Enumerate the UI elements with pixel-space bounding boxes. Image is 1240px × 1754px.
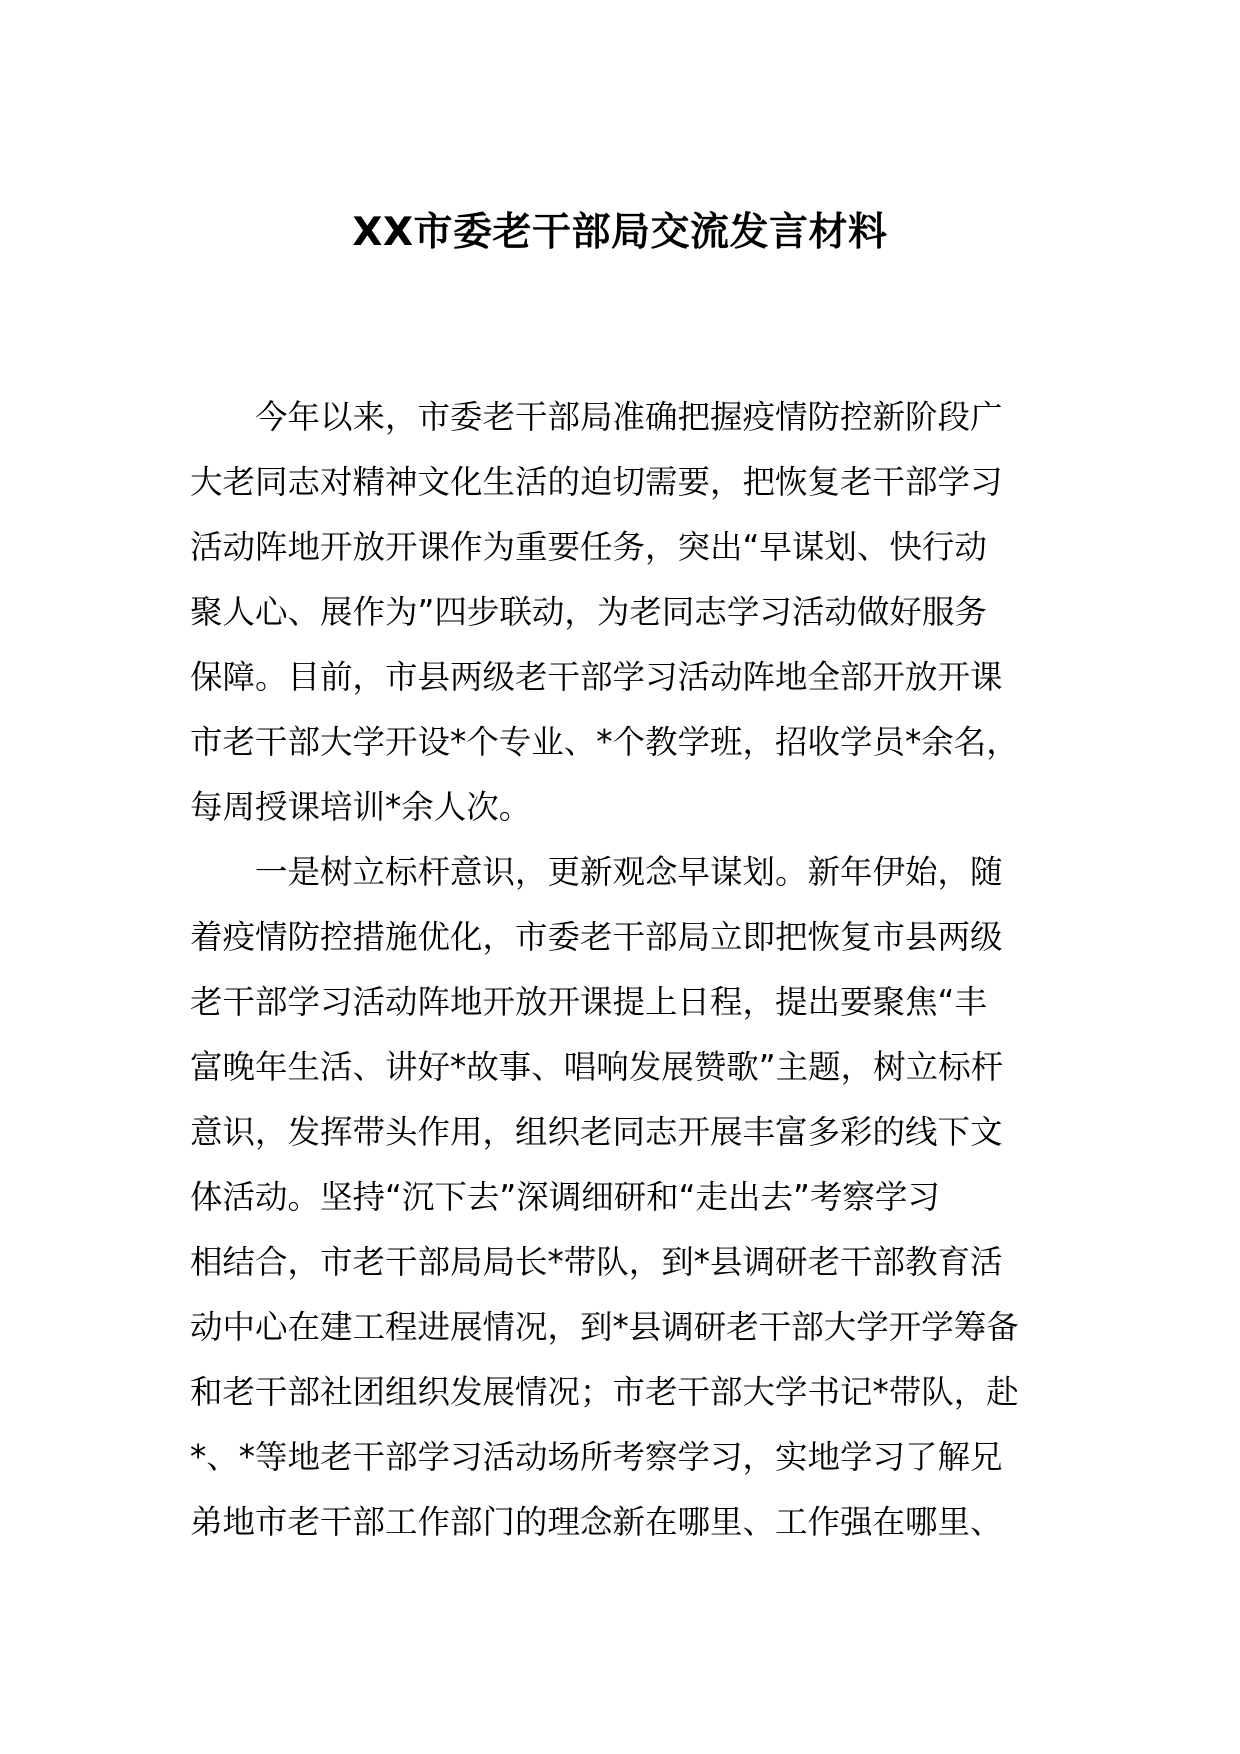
document-title: XX市委老干部局交流发言材料 xyxy=(352,210,888,255)
document-body xyxy=(190,385,1060,1555)
text-line: 今年以来，市委老干部局准确把握疫情防控新阶段广 xyxy=(190,398,1003,436)
paragraph-2 xyxy=(190,840,1060,1555)
text-line: 意识，发挥带头作用，组织老同志开展丰富多彩的线下文 xyxy=(190,1113,1003,1151)
text-line: 活动阵地开放开课作为重要任务，突出“早谋划、快行动 xyxy=(190,528,987,566)
text-line: 一是树立标杆意识，更新观念早谋划。新年伊始，随 xyxy=(190,853,1003,891)
text-line: 体活动。坚持“沉下去”深调细研和“走出去”考察学习 xyxy=(190,1178,940,1216)
text-line: 市老干部大学开设*个专业、*个教学班，招收学员*余名， xyxy=(190,723,1019,761)
text-line: *、*等地老干部学习活动场所考察学习，实地学习了解兄 xyxy=(190,1438,1003,1476)
text-line: 老干部学习活动阵地开放开课提上日程，提出要聚焦“丰 xyxy=(190,983,987,1021)
text-line: 着疫情防控措施优化，市委老干部局立即把恢复市县两级 xyxy=(190,918,1003,956)
text-line: 富晚年生活、讲好*故事、唱响发展赞歌”主题，树立标杆 xyxy=(190,1048,1004,1086)
text-line: 相结合，市老干部局局长*带队，到*县调研老干部教育活 xyxy=(190,1243,1003,1281)
text-line: 保障。目前，市县两级老干部学习活动阵地全部开放开课 xyxy=(190,658,1003,696)
text-line: 弟地市老干部工作部门的理念新在哪里、工作强在哪里、 xyxy=(190,1503,1003,1541)
text-line: 聚人心、展作为”四步联动，为老同志学习活动做好服务 xyxy=(190,593,987,631)
text-line: 和老干部社团组织发展情况；市老干部大学书记*带队，赴 xyxy=(190,1373,1019,1411)
text-line: 动中心在建工程进展情况，到*县调研老干部大学开学筹备 xyxy=(190,1308,1019,1346)
text-line: 大老同志对精神文化生活的迫切需要，把恢复老干部学习 xyxy=(190,463,1003,501)
paragraph-1 xyxy=(190,385,1060,840)
text-line: 每周授课培训*余人次。 xyxy=(190,788,532,826)
